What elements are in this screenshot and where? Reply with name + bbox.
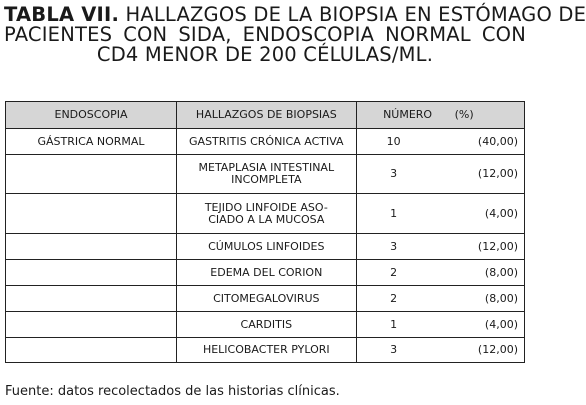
cell-endoscopia (6, 286, 177, 312)
table-title (4, 3, 586, 66)
title-line-3: CD4 MENOR DE 200 CÉLULAS/ML. (96, 43, 434, 66)
header-porcentaje: (%) (454, 108, 474, 121)
cell-endoscopia (6, 260, 177, 286)
numero-value: 2 (390, 291, 398, 305)
hallazgo-text: GASTRITIS CRÓNICA ACTIVA (189, 134, 344, 148)
numero-value: 1 (390, 317, 398, 331)
biopsy-findings-table (5, 101, 525, 363)
cell-hallazgo (177, 260, 357, 286)
porcentaje-value: (4,00) (484, 206, 518, 220)
cell-hallazgo (177, 234, 357, 260)
cell-endoscopia (6, 155, 177, 194)
hallazgo-text-line-1: TEJIDO LINFOIDE ASO- (204, 200, 328, 214)
cell-endoscopia (6, 234, 177, 260)
cell-hallazgo (177, 338, 357, 363)
numero-value: 3 (390, 167, 398, 180)
header-numero-cell (356, 102, 524, 129)
hallazgo-text-line-2: INCOMPLETA (231, 173, 302, 186)
cell-hallazgo (177, 312, 357, 338)
table-row (6, 286, 525, 312)
cell-hallazgo (177, 194, 357, 234)
porcentaje-value: (12,00) (477, 343, 518, 356)
numero-value: 3 (390, 343, 398, 356)
cell-numero (356, 194, 524, 234)
title-line-1 (4, 3, 586, 26)
table-row (6, 129, 525, 155)
table-row (6, 312, 525, 338)
numero-value: 2 (390, 265, 398, 279)
table-row (6, 338, 525, 363)
porcentaje-value: (12,00) (477, 239, 518, 253)
hallazgo-text-line-2: CIADO A LA MUCOSA (208, 212, 325, 226)
porcentaje-value: (40,00) (477, 134, 518, 148)
cell-numero (356, 129, 524, 155)
hallazgo-text: CARDITIS (240, 317, 293, 331)
cell-numero (356, 312, 524, 338)
numero-value: 10 (386, 134, 401, 148)
table-row (6, 194, 525, 234)
porcentaje-value: (8,00) (484, 265, 518, 279)
cell-numero (356, 155, 524, 194)
header-numero: NÚMERO (383, 108, 433, 121)
hallazgo-text: CÚMULOS LINFOIDES (208, 239, 325, 253)
header-hallazgos: HALLAZGOS DE BIOPSIAS (177, 102, 357, 129)
table-row (6, 260, 525, 286)
cell-numero (356, 260, 524, 286)
table-row (6, 234, 525, 260)
source-note: Fuente: datos recolectados de las historias clínicas. (5, 384, 340, 399)
hallazgo-text: HELICOBACTER PYLORI (202, 343, 330, 356)
title-line-1-text: HALLAZGOS DE LA BIOPSIA EN ESTÓMAGO DE (119, 3, 586, 26)
table-header-row (6, 102, 525, 129)
cell-endoscopia (6, 312, 177, 338)
cell-hallazgo (177, 129, 357, 155)
title-line-2: PACIENTES CON SIDA, ENDOSCOPIA NORMAL CON (4, 23, 526, 46)
table-row (6, 155, 525, 194)
cell-numero (356, 286, 524, 312)
header-endoscopia: ENDOSCOPIA (6, 102, 177, 129)
cell-endoscopia: GÁSTRICA NORMAL (6, 129, 177, 155)
porcentaje-value: (4,00) (484, 317, 518, 331)
cell-endoscopia (6, 194, 177, 234)
numero-value: 1 (390, 206, 398, 220)
porcentaje-value: (8,00) (484, 291, 518, 305)
cell-numero (356, 234, 524, 260)
title-label: TABLA VII. (4, 3, 120, 26)
hallazgo-text-line-1: METAPLASIA INTESTINAL (198, 161, 335, 174)
cell-hallazgo (177, 155, 357, 194)
hallazgo-text: EDEMA DEL CORION (210, 265, 323, 279)
cell-endoscopia (6, 338, 177, 363)
cell-hallazgo (177, 286, 357, 312)
hallazgo-text: CITOMEGALOVIRUS (213, 291, 320, 305)
numero-value: 3 (390, 239, 398, 253)
cell-numero (356, 338, 524, 363)
porcentaje-value: (12,00) (477, 167, 518, 180)
